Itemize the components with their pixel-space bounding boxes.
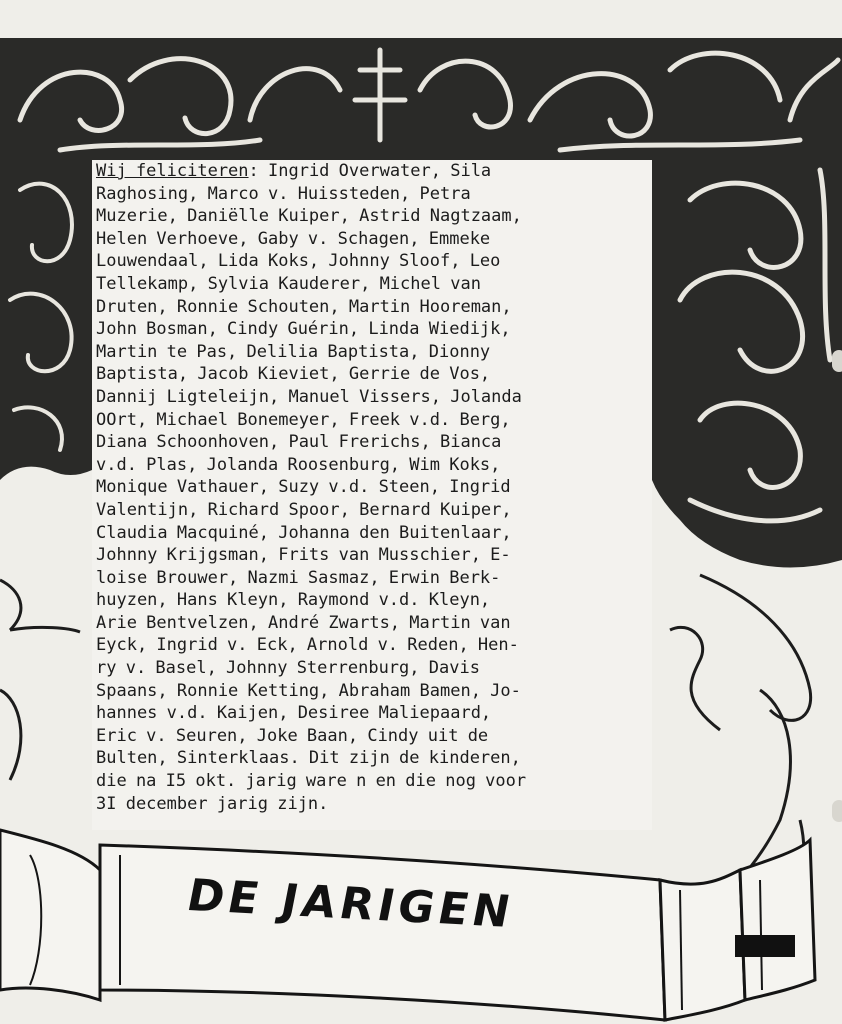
bleed-through-text [300, 6, 620, 28]
list-line: ry v. Basel, Johnny Sterrenburg, Davis [96, 658, 480, 679]
banner-title: DE JARIGEN [188, 870, 514, 939]
list-line: Diana Schoonhoven, Paul Frerichs, Bianca [96, 432, 502, 453]
list-line: Muzerie, Daniëlle Kuiper, Astrid Nagtzaam, [96, 206, 522, 227]
list-line: v.d. Plas, Jolanda Roosenburg, Wim Koks, [96, 454, 501, 475]
list-line: OOrt, Michael Bonemeyer, Freek v.d. Berg, [96, 409, 511, 430]
list-line: die na I5 okt. jarig ware n en die nog voor [96, 771, 527, 792]
list-line: 3I december jarig zijn. [96, 793, 329, 814]
list-line: Monique Vathauer, Suzy v.d. Steen, Ingrid [96, 477, 511, 498]
list-line [96, 160, 656, 183]
list-line: Louwendaal, Lida Koks, Johnny Sloof, Leo [96, 251, 501, 272]
list-line: Valentijn, Richard Spoor, Bernard Kuiper, [96, 499, 512, 520]
list-line: loise Brouwer, Nazmi Sasmaz, Erwin Berk- [96, 567, 501, 588]
list-line: hannes v.d. Kaijen, Desiree Maliepaard, [96, 703, 492, 724]
list-line: John Bosman, Cindy Guérin, Linda Wiedijk, [96, 319, 511, 340]
list-line: Druten, Ronnie Schouten, Martin Hooreman, [96, 296, 512, 317]
list-line: Arie Bentvelzen, André Zwarts, Martin van [96, 612, 511, 633]
list-line: Dannij Ligteleijn, Manuel Vissers, Jolanda [96, 386, 522, 407]
binder-hole [832, 350, 842, 372]
list-line: Eyck, Ingrid v. Eck, Arnold v. Reden, Hen- [96, 635, 519, 656]
list-line: Johnny Krijgsman, Frits van Musschier, E- [96, 545, 511, 566]
list-line: huyzen, Hans Kleyn, Raymond v.d. Kleyn, [96, 590, 491, 611]
congratulations-list [96, 160, 656, 815]
list-line: Baptista, Jacob Kieviet, Gerrie de Vos, [96, 364, 491, 385]
list-line: Tellekamp, Sylvia Kauderer, Michel van [96, 273, 481, 294]
list-line: Helen Verhoeve, Gaby v. Schagen, Emmeke [96, 228, 491, 249]
list-line: Bulten, Sinterklaas. Dit zijn de kinderen, [96, 748, 521, 769]
list-line: Spaans, Ronnie Ketting, Abraham Bamen, Jo- [96, 680, 521, 701]
list-line: Raghosing, Marco v. Huissteden, Petra [96, 183, 471, 204]
list-line: Eric v. Seuren, Joke Baan, Cindy uit de [96, 725, 489, 746]
binder-hole [832, 800, 842, 822]
list-line-text: : Ingrid Overwater, Sila [248, 161, 492, 181]
lead-heading: Wij feliciteren [96, 161, 249, 181]
list-line: Martin te Pas, Delilia Baptista, Dionny [96, 341, 491, 362]
list-line: Claudia Macquiné, Johanna den Buitenlaar, [96, 522, 512, 543]
